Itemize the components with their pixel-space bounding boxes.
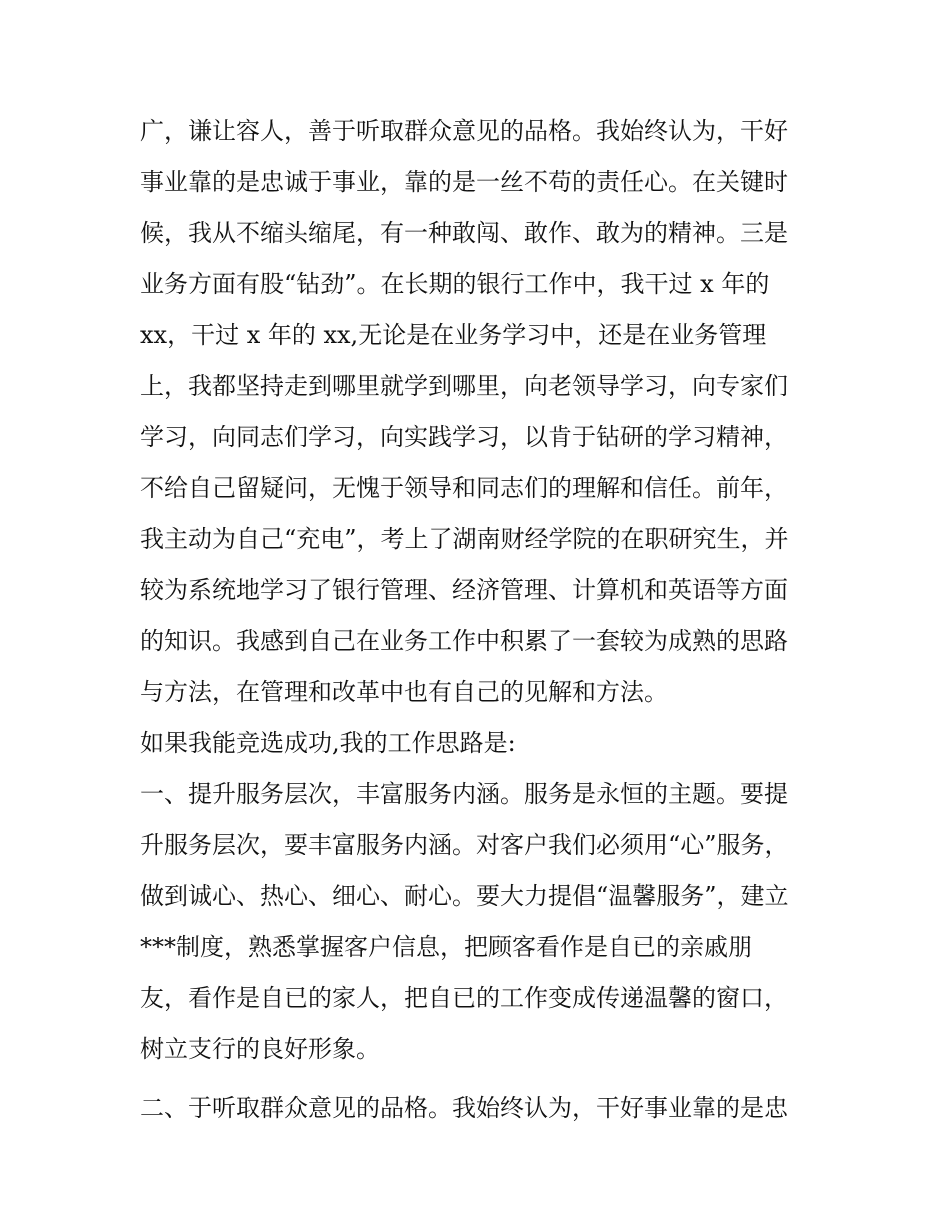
text-line: 我主动为自己“充电”，考上了湖南财经学院的在职研究生，并: [140, 525, 789, 553]
text-line: 二、于听取群众意见的品格。我始终认为，干好事业靠的是忠: [140, 1094, 788, 1122]
text-line: 如果我能竞选成功,我的工作思路是:: [140, 729, 516, 757]
text-line: ***制度，熟悉掌握客户信息，把顾客看作是自已的亲戚朋: [140, 933, 752, 961]
text-line: 做到诚心、热心、细心、耐心。要大力提倡“温馨服务”，建立: [140, 882, 789, 910]
text-line: 广，谦让容人，善于听取群众意见的品格。我始终认为，干好: [140, 117, 788, 145]
text-line: 上，我都坚持走到哪里就学到哪里，向老领导学习，向专家们: [140, 372, 788, 400]
text-line: 事业靠的是忠诚于事业，靠的是一丝不苟的责任心。在关键时: [140, 168, 788, 196]
text-line: 升服务层次，要丰富服务内涵。对客户我们必须用“心”服务，: [140, 831, 789, 859]
text-line: 学习，向同志们学习，向实践学习，以肯于钻研的学习精神，: [140, 423, 788, 451]
text-line: 业务方面有股“钻劲”。在长期的银行工作中，我干过 x 年的: [140, 270, 770, 298]
text-line: 较为系统地学习了银行管理、经济管理、计算机和英语等方面: [140, 576, 788, 604]
text-line: 候，我从不缩头缩尾，有一种敢闯、敢作、敢为的精神。三是: [140, 219, 788, 247]
text-line: xx，干过 x 年的 xx,无论是在业务学习中，还是在业务管理: [140, 321, 767, 349]
text-line: 与方法，在管理和改革中也有自己的见解和方法。: [140, 678, 668, 706]
text-line: 树立支行的良好形象。: [140, 1035, 380, 1063]
text-line: 不给自己留疑问，无愧于领导和同志们的理解和信任。前年，: [140, 474, 788, 502]
text-line: 一、提升服务层次，丰富服务内涵。服务是永恒的主题。要提: [140, 780, 788, 808]
paragraph-gap: [140, 1075, 820, 1083]
body-text: [140, 106, 820, 1134]
text-line: 的知识。我感到自己在业务工作中积累了一套较为成熟的思路: [140, 627, 788, 655]
text-line: 友，看作是自已的家人，把自已的工作变成传递温馨的窗口，: [140, 984, 788, 1012]
